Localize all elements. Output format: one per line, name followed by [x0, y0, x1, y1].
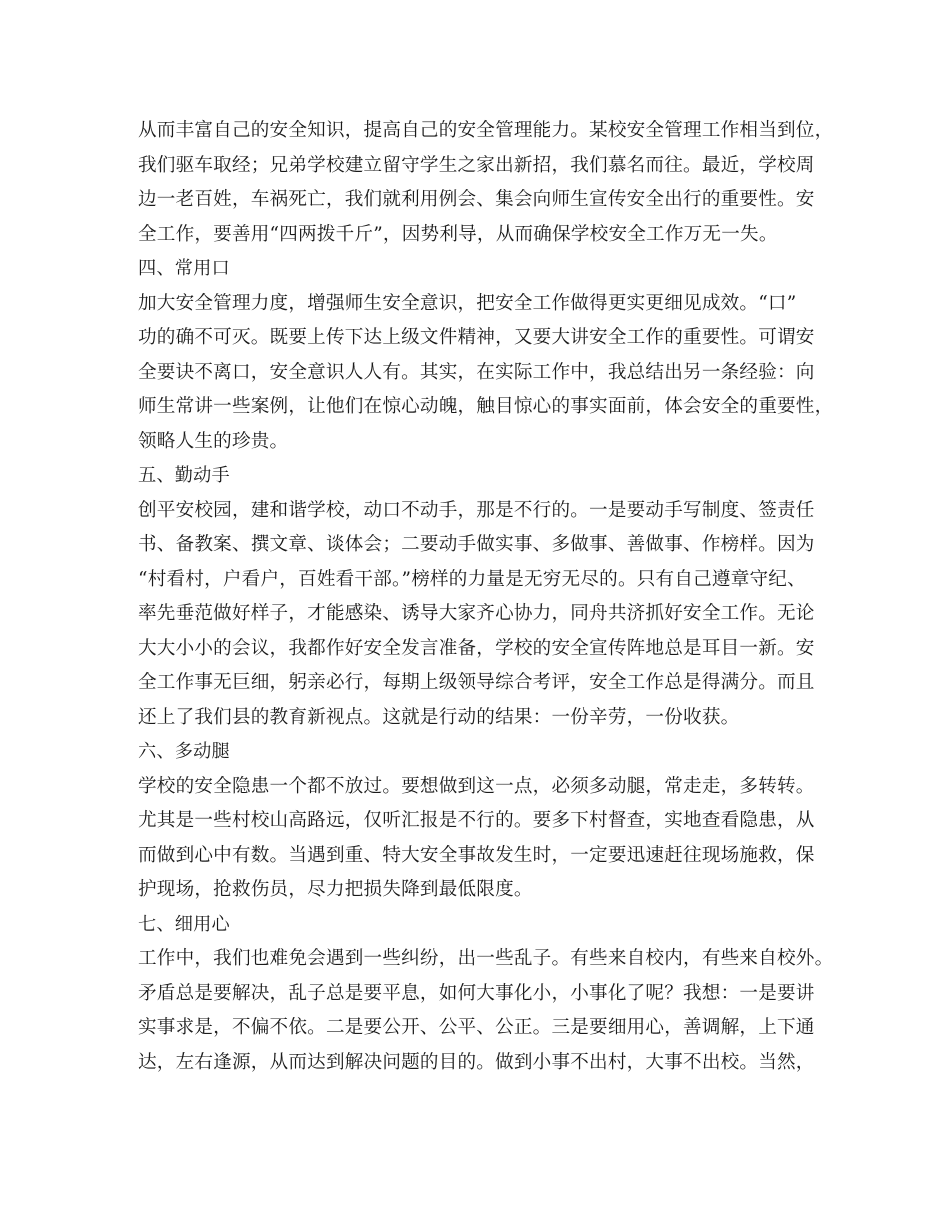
paragraph-line: 还上了我们县的教育新视点。这就是行动的结果：一份辛劳，一份收获。: [138, 706, 740, 728]
section-heading: 四、常用口: [138, 258, 230, 279]
paragraph-line: 学校的安全隐患一个都不放过。要想做到这一点，必须多动腿，常走走，多转转。: [138, 775, 815, 797]
paragraph-line: 书、备教案、撰文章、谈体会；二要动手做实事、多做事、善做事、作榜样。因为: [138, 534, 815, 555]
paragraph-line: 全工作，要善用“四两拨千斤”，因势利导，从而确保学校安全工作万无一失。: [138, 223, 778, 245]
paragraph-line: 创平安校园，建和谐学校，动口不动手，那是不行的。一是要动手写制度、签责任: [138, 499, 815, 521]
paragraph-line: 加大安全管理力度，增强师生安全意识，把安全工作做得更实更细见成效。“口”: [138, 292, 797, 314]
paragraph-line: 功的确不可灭。既要上传下达上级文件精神，又要大讲安全工作的重要性。可谓安: [138, 327, 815, 348]
paragraph-line: 全要诀不离口，安全意识人人有。其实，在实际工作中，我总结出另一条经验：向: [138, 361, 815, 383]
paragraph-line: 全工作事无巨细，躬亲必行，每期上级领导综合考评，安全工作总是得满分。而且: [138, 672, 815, 693]
section-heading: 五、勤动手: [138, 465, 230, 486]
paragraph-line: 实事求是，不偏不依。二是要公开、公平、公正。三是要细用心，善调解，上下通: [138, 1017, 815, 1038]
paragraph-line: 师生常讲一些案例，让他们在惊心动魄，触目惊心的事实面前，体会安全的重要性，: [138, 396, 834, 417]
paragraph-line: “村看村，户看户，百姓看干部。”榜样的力量是无穷无尽的。只有自己遵章守纪、: [138, 568, 806, 590]
paragraph-line: 边一老百姓，车祸死亡，我们就利用例会、集会向师生宣传安全出行的重要性。安: [138, 189, 815, 210]
paragraph-line: 我们驱车取经；兄弟学校建立留守学生之家出新招，我们慕名而往。最近，学校周: [138, 154, 815, 176]
section-heading: 六、多动腿: [138, 741, 230, 762]
paragraph-line: 尤其是一些村校山高路远，仅听汇报是不行的。要多下村督查，实地查看隐患，从: [138, 810, 815, 831]
paragraph-line: 护现场，抢救伤员，尽力把损失降到最低限度。: [138, 879, 533, 900]
paragraph-line: 从而丰富自己的安全知识，提高自己的安全管理能力。某校安全管理工作相当到位，: [138, 120, 834, 141]
paragraph-line: 率先垂范做好样子，才能感染、诱导大家齐心协力，同舟共济抓好安全工作。无论: [138, 603, 815, 624]
paragraph-line: 而做到心中有数。当遇到重、特大安全事故发生时，一定要迅速赶往现场施救，保: [138, 844, 815, 866]
paragraph-line: 矛盾总是要解决，乱子总是要平息，如何大事化小，小事化了呢？我想：一是要讲: [138, 982, 815, 1004]
document-body: [138, 114, 838, 1080]
paragraph-line: 工作中，我们也难免会遇到一些纠纷，出一些乱子。有些来自校内，有些来自校外。: [138, 948, 834, 969]
paragraph-line: 大大小小的会议，我都作好安全发言准备，学校的安全宣传阵地总是耳目一新。安: [138, 637, 815, 659]
paragraph-line: 领略人生的珍贵。: [138, 430, 289, 452]
paragraph-line: 达，左右逢源，从而达到解决问题的目的。做到小事不出村，大事不出校。当然，: [138, 1051, 815, 1073]
section-heading: 七、细用心: [138, 913, 230, 935]
